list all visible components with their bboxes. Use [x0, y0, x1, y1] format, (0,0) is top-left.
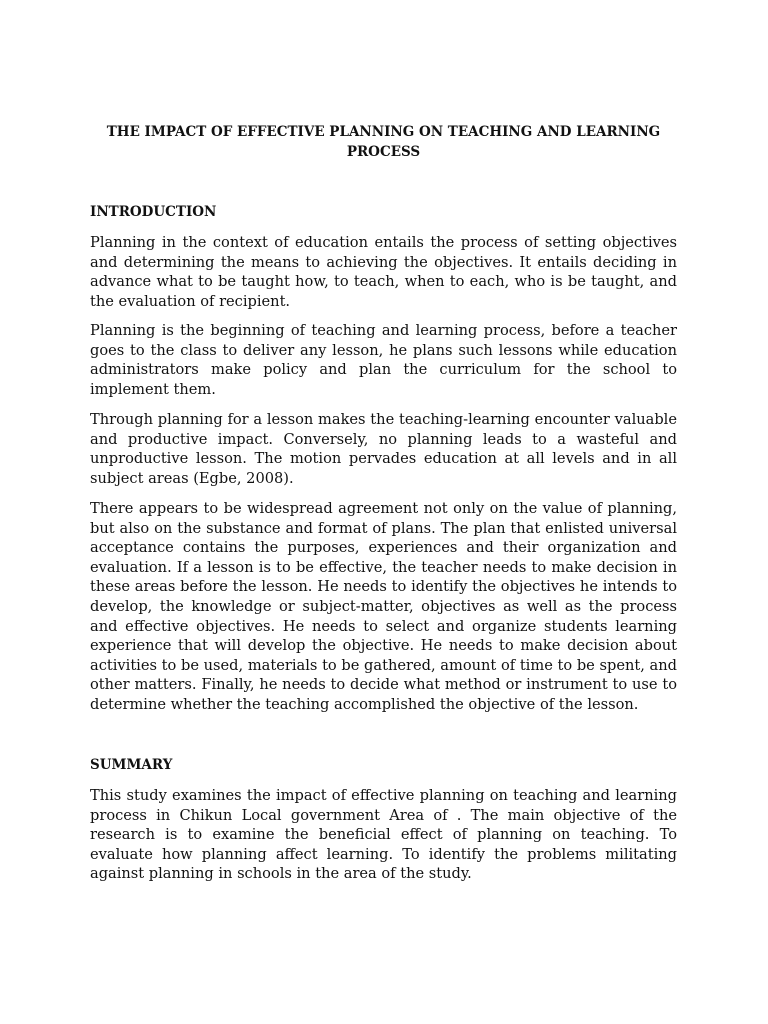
introduction-paragraph: Planning is the beginning of teaching and learning process, before a teacher goes to the class to deliver any lesson, he plans such lessons while education administrators make policy and plan the curriculum for the school to implement them. [90, 322, 677, 398]
introduction-heading: INTRODUCTION [90, 204, 217, 220]
document-title: THE IMPACT OF EFFECTIVE PLANNING ON TEACHING AND LEARNING PROCESS [106, 124, 661, 160]
summary-heading: SUMMARY [90, 757, 173, 773]
summary-paragraph: This study examines the impact of effective planning on teaching and learning process in Chikun Local government Area of . The main objective of the research is to examine the beneficial effect of planning on teaching. To evaluate how planning affect learning. To identify the problems militating against planning in schools in the area of the study. [90, 787, 677, 883]
introduction-paragraph: Through planning for a lesson makes the teaching-learning encounter valuable and productive impact. Conversely, no planning leads to a wasteful and unproductive lesson. The motion pervades education at all levels and in all subject areas (Egbe, 2008). [90, 411, 677, 487]
introduction-paragraph: There appears to be widespread agreement not only on the value of planning, but also on the substance and format of plans. The plan that enlisted universal acceptance contains the purposes, experiences and their organization and evaluation. If a lesson is to be effective, the teacher needs to make decision in these areas before the lesson. He needs to identify the objectives he intends to develop, the knowledge or subject-matter, objectives as well as the process and effective objectives. He needs to select and organize students learning experience that will develop the objective. He needs to make decision about activities to be used, materials to be gathered, amount of time to be spent, and other matters. Finally, he needs to decide what method or instrument to use to determine whether the teaching accomplished the objective of the lesson. [90, 500, 677, 713]
introduction-paragraph: Planning in the context of education entails the process of setting objectives and determining the means to achieving the objectives. It entails deciding in advance what to be taught how, to teach, when to each, who is be taught, and the evaluation of recipient. [90, 234, 677, 310]
